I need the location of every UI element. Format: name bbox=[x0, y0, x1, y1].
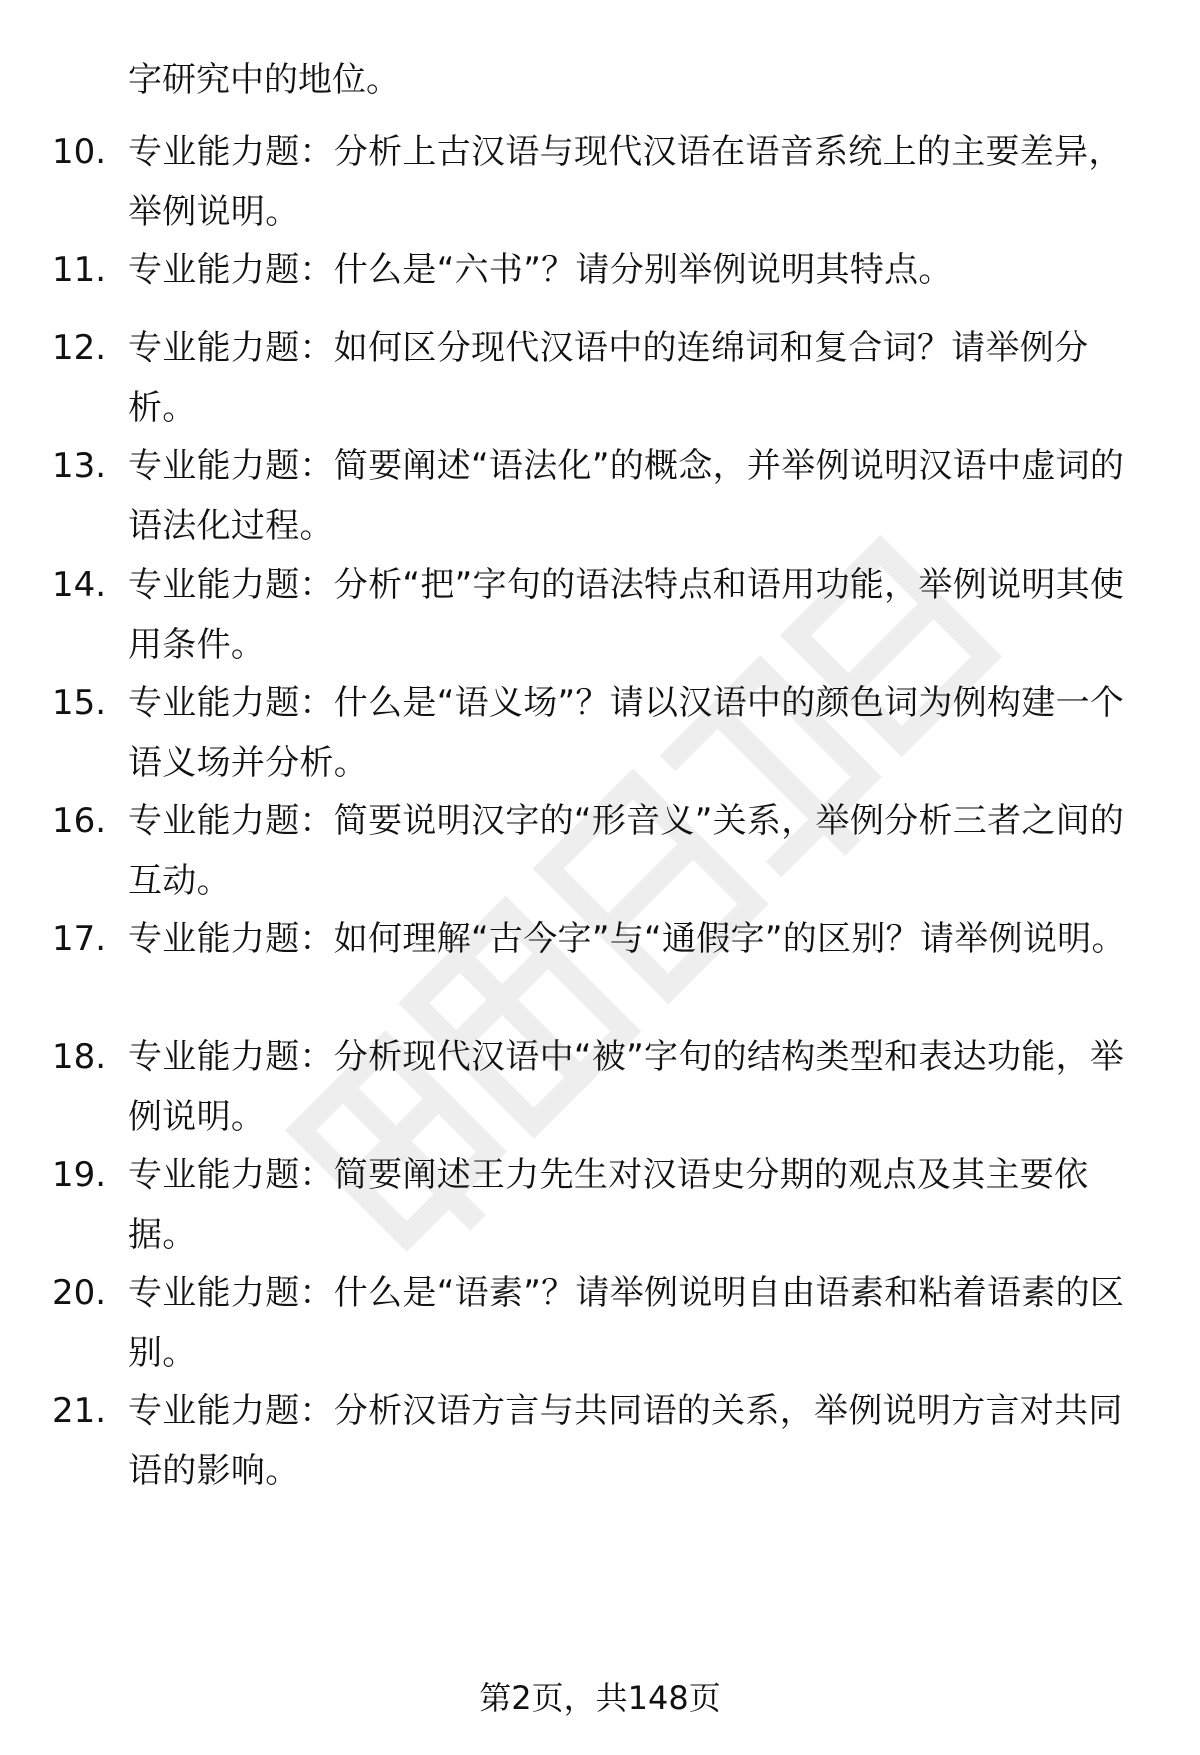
item-text: 专业能力题：如何理解“古今字”与“通假字”的区别？请举例说明。 bbox=[128, 919, 1126, 959]
item-number: 19. bbox=[52, 1155, 107, 1195]
list-item bbox=[0, 555, 1200, 675]
list-item bbox=[0, 318, 1200, 438]
continuation-text: 字研究中的地位。 bbox=[128, 60, 400, 100]
list-item bbox=[0, 1145, 1200, 1265]
item-number: 20. bbox=[52, 1273, 107, 1313]
item-number: 21. bbox=[52, 1391, 107, 1431]
item-number: 11. bbox=[52, 250, 107, 290]
item-text: 专业能力题：分析“把”字句的语法特点和语用功能，举例说明其使用条件。 bbox=[128, 565, 1125, 665]
item-text: 专业能力题：什么是“语义场”？请以汉语中的颜色词为例构建一个语义场并分析。 bbox=[128, 683, 1125, 783]
item-text: 专业能力题：简要说明汉字的“形音义”关系，举例分析三者之间的互动。 bbox=[128, 801, 1125, 901]
item-number: 12. bbox=[52, 328, 107, 368]
item-text: 专业能力题：简要阐述王力先生对汉语史分期的观点及其主要依据。 bbox=[128, 1155, 1089, 1255]
item-text: 专业能力题：什么是“六书”？请分别举例说明其特点。 bbox=[128, 250, 953, 290]
item-text: 专业能力题：分析汉语方言与共同语的关系，举例说明方言对共同语的影响。 bbox=[128, 1391, 1123, 1491]
item-number: 16. bbox=[52, 801, 107, 841]
item-number: 18. bbox=[52, 1037, 107, 1077]
item-text: 专业能力题：如何区分现代汉语中的连绵词和复合词？请举例分析。 bbox=[128, 328, 1089, 428]
list-item bbox=[0, 909, 1200, 969]
list-item bbox=[0, 673, 1200, 793]
list-item bbox=[0, 122, 1200, 242]
item-text: 专业能力题：分析上古汉语与现代汉语在语音系统上的主要差异，举例说明。 bbox=[128, 132, 1123, 232]
item-number: 14. bbox=[52, 565, 107, 605]
item-text: 专业能力题：简要阐述“语法化”的概念，并举例说明汉语中虚词的语法化过程。 bbox=[128, 446, 1125, 546]
item-number: 15. bbox=[52, 683, 107, 723]
item-number: 17. bbox=[52, 919, 107, 959]
list-item bbox=[0, 240, 1200, 300]
list-item bbox=[0, 436, 1200, 556]
item-number: 13. bbox=[52, 446, 107, 486]
list-item bbox=[0, 1381, 1200, 1501]
item-number: 10. bbox=[52, 132, 107, 172]
item-text: 专业能力题：分析现代汉语中“被”字句的结构类型和表达功能，举例说明。 bbox=[128, 1037, 1125, 1137]
page-footer: 第2页，共148页 bbox=[479, 1679, 721, 1717]
list-item bbox=[0, 1263, 1200, 1383]
item-text: 专业能力题：什么是“语素”？请举例说明自由语素和粘着语素的区别。 bbox=[128, 1273, 1125, 1373]
list-item bbox=[0, 1027, 1200, 1147]
list-item bbox=[0, 791, 1200, 911]
